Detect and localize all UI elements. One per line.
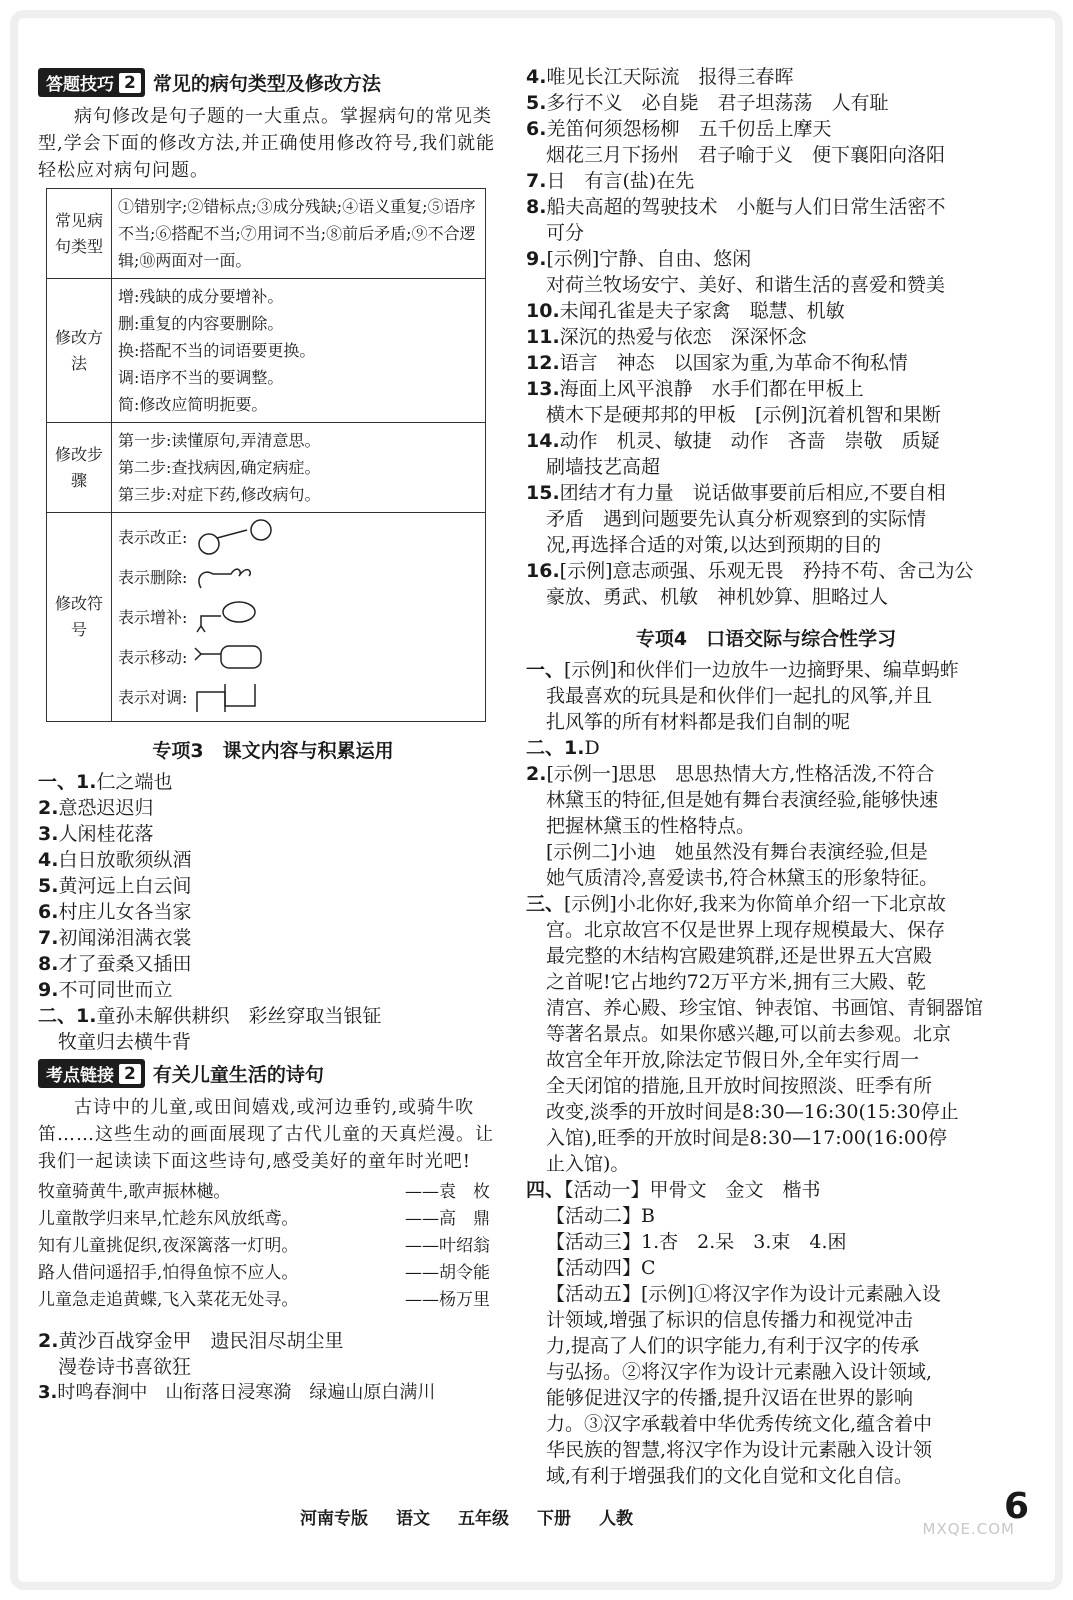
poem-line xyxy=(38,1233,508,1260)
answer-text: 之首呢!它占地约72万平方米,拥有三大殿、乾 xyxy=(546,971,926,993)
answer-text: [示例二]小迪 她虽然没有舞台表演经验,但是 xyxy=(546,841,928,863)
answer-row xyxy=(526,558,1006,584)
link-paragraph: 古诗中的儿童,或田间嬉戏,或河边垂钓,或骑牛吹笛……这些生动的画面展现了古代儿童的天真烂漫。让我们一起读读下面这些诗句,感受美好的童年时光吧! xyxy=(38,1097,494,1172)
answer-number: 6. xyxy=(38,901,59,923)
answer-row xyxy=(38,925,508,951)
answer-number: 三、 xyxy=(526,893,565,915)
answer-row xyxy=(38,795,508,821)
answer-text: 船夫高超的驾驶技术 小艇与人们日常生活密不 xyxy=(546,196,946,218)
answer-number: 四、 xyxy=(526,1179,565,1201)
answer-continuation xyxy=(526,1385,1006,1411)
answer-row xyxy=(38,899,508,925)
answer-continuation xyxy=(526,220,1006,246)
sick-sentence-table xyxy=(46,188,486,722)
answer-continuation xyxy=(526,1255,1006,1281)
answer-text: 横木下是硬邦邦的甲板 [示例]沉着机智和果断 xyxy=(546,404,941,426)
answer-row xyxy=(526,891,1006,917)
answer-continuation xyxy=(526,709,1006,735)
answer-row xyxy=(38,873,508,899)
answer-continuation xyxy=(526,1047,1006,1073)
types-label: 常见病句类型 xyxy=(47,189,112,279)
answer-text: 日 有言(盐)在先 xyxy=(546,170,695,192)
answer-text: 初闻涕泪满衣裳 xyxy=(58,927,192,949)
poem-author: ——叶绍翁 xyxy=(405,1236,490,1256)
poem-text: 知有儿童挑促织,夜深篱落一灯明。 xyxy=(38,1236,299,1256)
answer-continuation xyxy=(526,1463,1006,1489)
section-4-title: 专项4 口语交际与综合性学习 xyxy=(635,628,897,650)
answer-text: D xyxy=(584,737,600,759)
answer-number: 14. xyxy=(526,430,560,452)
answer-continuation xyxy=(526,1229,1006,1255)
answer-text: 【活动一】甲骨文 金文 楷书 xyxy=(564,1179,821,1201)
answer-text: 林黛玉的特征,但是她有舞台表演经验,能够快速 xyxy=(546,789,939,811)
answer-continuation xyxy=(526,1203,1006,1229)
answer-number: 一、 xyxy=(526,659,565,681)
answer-continuation xyxy=(526,839,1006,865)
symbol-row xyxy=(118,517,479,557)
answer-text: 可分 xyxy=(546,222,585,244)
answer-continuation xyxy=(526,943,1006,969)
answer-text: 矛盾 遇到问题要先认真分析观察到的实际情 xyxy=(546,508,927,530)
answer-number: 11. xyxy=(526,326,560,348)
tip-header xyxy=(38,68,508,97)
answer-text: 烟花三月下扬州 君子喻于义 便下襄阳向洛阳 xyxy=(546,144,946,166)
answer-continuation xyxy=(526,995,1006,1021)
footer xyxy=(300,1504,820,1529)
answer-number: 5. xyxy=(38,875,59,897)
answer-text: [示例一]思思 思思热情大方,性格活泼,不符合 xyxy=(546,763,935,785)
tip-tag-number: 2 xyxy=(119,73,141,93)
tip-tag-label: 答题技巧 xyxy=(46,75,114,95)
answer-number: 16. xyxy=(526,560,560,582)
answer-number: 3. xyxy=(38,1382,58,1403)
answer-number: 15. xyxy=(526,482,560,504)
answer-text: 力。③汉字承载着中华优秀传统文化,蕴含着中 xyxy=(546,1413,933,1435)
answer-text: 童孙未解供耕织 彩丝穿取当银钲 xyxy=(96,1005,382,1027)
methods-label: 修改方法 xyxy=(47,279,112,423)
answer-text: [示例]宁静、自由、悠闲 xyxy=(546,248,752,270)
answer-text: 计领域,增强了标识的信息传播力和视觉冲击 xyxy=(546,1309,914,1331)
poem-line xyxy=(38,1179,508,1206)
answer-number: 6. xyxy=(526,118,547,140)
poem-author: ——袁 枚 xyxy=(405,1182,490,1202)
answer-continuation xyxy=(526,1125,1006,1151)
answer-continuation xyxy=(526,142,1006,168)
right-column xyxy=(526,64,1006,1489)
answer-text: 最完整的木结构宫殿建筑群,还是世界五大宫殿 xyxy=(546,945,933,967)
steps-list xyxy=(112,423,486,513)
left-column xyxy=(38,64,508,1406)
answer-row xyxy=(526,657,1006,683)
answer-number: 3. xyxy=(38,823,59,845)
answer-number: 9. xyxy=(38,979,59,1001)
poem-author: ——高 鼎 xyxy=(405,1209,490,1229)
answer-row xyxy=(38,821,508,847)
poem-text: 路人借问遥招手,怕得鱼惊不应人。 xyxy=(38,1263,299,1283)
answer-continuation xyxy=(526,1437,1006,1463)
answer-continuation xyxy=(526,532,1006,558)
answer-text: 海面上风平浪静 水手们都在甲板上 xyxy=(559,378,864,400)
tip-tag xyxy=(38,68,145,97)
answer-text: 华民族的智慧,将汉字作为设计元素融入设计领 xyxy=(546,1439,933,1461)
answer-continuation xyxy=(526,683,1006,709)
answer-continuation xyxy=(526,1073,1006,1099)
answer-text: 豪放、勇武、机敏 神机妙算、胆略过人 xyxy=(546,586,889,608)
poem-line xyxy=(38,1206,508,1233)
answer-number: 4. xyxy=(526,66,547,88)
answer-text: 等著名景点。如果你感兴趣,可以前去参观。北京 xyxy=(546,1023,952,1045)
symbol-row xyxy=(118,597,479,637)
link-tag-label: 考点链接 xyxy=(46,1066,114,1086)
symbol-row xyxy=(118,557,479,597)
tip-paragraph: 病句修改是句子题的一大重点。掌握病句的常见类型,学会下面的修改方法,并正确使用修改符号,我们就能轻松应对病句问题。 xyxy=(38,106,496,181)
answer-text: 仁之端也 xyxy=(96,771,173,793)
move-mark-icon xyxy=(191,638,281,676)
answer-text: 况,再选择合适的对策,以达到预期的目的 xyxy=(546,534,882,556)
poem-text: 儿童散学归来早,忙趁东风放纸鸢。 xyxy=(38,1209,299,1229)
method-item: 换:搭配不当的词语要更换。 xyxy=(118,341,316,360)
answer-text: 未闻孔雀是夫子家禽 聪慧、机敏 xyxy=(559,300,845,322)
methods-list xyxy=(112,279,486,423)
answer-row xyxy=(38,951,508,977)
answer-text: 故宫全年开放,除法定节假日外,全年实行周一 xyxy=(546,1049,920,1071)
answer-number: 9. xyxy=(526,248,547,270)
answer-continuation xyxy=(526,1359,1006,1385)
delete-mark-icon xyxy=(191,558,281,596)
answer-continuation xyxy=(526,865,1006,891)
right-answer-list xyxy=(526,64,1006,610)
answer-text: 把握林黛玉的性格特点。 xyxy=(546,815,756,837)
symbols-label: 修改符号 xyxy=(47,513,112,722)
symbol-label: 表示移动: xyxy=(118,647,188,667)
answer-text: 不可同世而立 xyxy=(58,979,173,1001)
answer-row xyxy=(38,1328,508,1354)
answer-row xyxy=(526,1177,1006,1203)
answer-text: 扎风筝的所有材料都是我们自制的呢 xyxy=(546,711,851,733)
answer-text: 清宫、养心殿、珍宝馆、钟表馆、书画馆、青铜器馆 xyxy=(546,997,984,1019)
answer-row xyxy=(526,735,1006,761)
answer-text: 时鸣春涧中 山衔落日浸寒漪 绿遍山原白满川 xyxy=(57,1382,436,1403)
answer-text: 才了蚕桑又插田 xyxy=(58,953,192,975)
symbols-list xyxy=(112,513,486,722)
answer-row xyxy=(526,90,1006,116)
answer-text: 黄河远上白云间 xyxy=(58,875,192,897)
answer-row xyxy=(526,428,1006,454)
method-item: 调:语序不当的要调整。 xyxy=(118,368,284,387)
answer-continuation xyxy=(526,1281,1006,1307)
answer-text: 动作 机灵、敏捷 动作 吝啬 崇敬 质疑 xyxy=(559,430,940,452)
answer-text: 域,有利于增强我们的文化自觉和文化自信。 xyxy=(546,1465,914,1487)
answer-text: 改变,淡季的开放时间是8:30—16:30(15:30停止 xyxy=(546,1101,959,1123)
poem-line xyxy=(38,1287,508,1314)
answer-row xyxy=(38,977,508,1003)
answer-continuation xyxy=(526,506,1006,532)
link-title: 有关儿童生活的诗句 xyxy=(152,1064,324,1086)
symbol-label: 表示对调: xyxy=(118,687,188,707)
answer-text: 羌笛何须怨杨柳 五千仞岳上摩天 xyxy=(546,118,832,140)
answer-text: 入馆),旺季的开放时间是8:30—17:00(16:00停 xyxy=(546,1127,948,1149)
step-item: 第一步:读懂原句,弄清意思。 xyxy=(118,431,321,450)
method-item: 增:残缺的成分要增补。 xyxy=(118,287,284,306)
answer-continuation xyxy=(526,1411,1006,1437)
section-4-list xyxy=(526,657,1006,1489)
answer-text: [示例]小北你好,我来为你简单介绍一下北京故 xyxy=(564,893,946,915)
answer-text: 她气质清冷,喜爱读书,符合林黛玉的形象特征。 xyxy=(546,867,939,889)
answer-row xyxy=(526,64,1006,90)
answer-row xyxy=(526,761,1006,787)
answer-text: 【活动四】C xyxy=(546,1257,656,1279)
footer-subject: 语文 xyxy=(396,1509,430,1529)
answer-text: 对荷兰牧场安宁、美好、和谐生活的喜爱和赞美 xyxy=(546,274,946,296)
answer-text: 【活动五】[示例]①将汉字作为设计元素融入设 xyxy=(546,1283,941,1305)
answer-number: 2. xyxy=(38,1330,59,1352)
link-header xyxy=(38,1059,508,1088)
answer-text: 唯见长江天际流 报得三春晖 xyxy=(546,66,794,88)
symbol-label: 表示删除: xyxy=(118,567,188,587)
answer-row xyxy=(526,376,1006,402)
answer-text: 人闲桂花落 xyxy=(58,823,154,845)
poem-line xyxy=(38,1260,508,1287)
answer-row xyxy=(38,1380,508,1406)
answer-continuation xyxy=(526,402,1006,428)
answer-continuation: 漫卷诗书喜欲狂 xyxy=(58,1356,192,1378)
answer-continuation xyxy=(526,1151,1006,1177)
answer-number: 10. xyxy=(526,300,560,322)
answer-text: 黄沙百战穿金甲 遗民泪尽胡尘里 xyxy=(58,1330,344,1352)
answer-number: 7. xyxy=(38,927,59,949)
answer-number: 2. xyxy=(38,797,59,819)
answer-text: 多行不义 必自毙 君子坦荡荡 人有耻 xyxy=(546,92,889,114)
answer-number: 4. xyxy=(38,849,59,871)
answer-number: 12. xyxy=(526,352,560,374)
symbol-row xyxy=(118,637,479,677)
footer-edition: 河南专版 xyxy=(300,1509,368,1529)
answer-text: 全天闭馆的措施,且开放时间按照淡、旺季有所 xyxy=(546,1075,933,1097)
section-3-title: 专项3 课文内容与积累运用 xyxy=(152,740,394,762)
answer-row xyxy=(526,324,1006,350)
answer-number: 8. xyxy=(38,953,59,975)
answer-continuation xyxy=(526,1333,1006,1359)
insert-mark-icon xyxy=(191,598,281,636)
answer-row xyxy=(526,480,1006,506)
answer-continuation xyxy=(526,1021,1006,1047)
answer-text: 语言 神态 以国家为重,为革命不徇私情 xyxy=(559,352,908,374)
answer-number: 一、1. xyxy=(38,771,97,793)
answer-continuation xyxy=(526,787,1006,813)
answer-row xyxy=(38,1003,508,1029)
answer-continuation xyxy=(526,813,1006,839)
answer-continuation xyxy=(526,917,1006,943)
answer-row xyxy=(526,116,1006,142)
symbol-label: 表示增补: xyxy=(118,607,188,627)
link-tag xyxy=(38,1059,145,1088)
answer-text: 力,提高了人们的识字能力,有利于汉字的传承 xyxy=(546,1335,920,1357)
footer-grade: 五年级 xyxy=(458,1509,509,1529)
poem-author: ——胡令能 xyxy=(405,1263,490,1283)
correct-mark-icon xyxy=(191,518,281,556)
answer-text: [示例]和伙伴们一边放牛一边摘野果、编草蚂蚱 xyxy=(564,659,959,681)
answer-text: 【活动三】1.杏 2.呆 3.束 4.困 xyxy=(546,1231,847,1253)
answer-text: 刷墙技艺高超 xyxy=(546,456,661,478)
poem-text: 牧童骑黄牛,歌声振林樾。 xyxy=(38,1182,231,1202)
answer-text: 意恐迟迟归 xyxy=(58,797,154,819)
answer-continuation xyxy=(526,454,1006,480)
footer-publisher: 人教 xyxy=(599,1509,633,1529)
answer-text: [示例]意志顽强、乐观无畏 矜持不苟、舍己为公 xyxy=(559,560,974,582)
answer-text: 【活动二】B xyxy=(546,1205,655,1227)
answer-text: 村庄儿女各当家 xyxy=(58,901,192,923)
answer-number: 13. xyxy=(526,378,560,400)
step-item: 第三步:对症下药,修改病句。 xyxy=(118,485,321,504)
answer-text: 团结才有力量 说话做事要前后相应,不要自相 xyxy=(559,482,946,504)
answer-text: 与弘扬。②将汉字作为设计元素融入设计领域, xyxy=(546,1361,933,1383)
answer-text: 白日放歌须纵酒 xyxy=(58,849,192,871)
link-tag-number: 2 xyxy=(119,1064,141,1084)
answer-number: 7. xyxy=(526,170,547,192)
answer-row xyxy=(526,298,1006,324)
answer-row xyxy=(526,350,1006,376)
method-item: 删:重复的内容要删除。 xyxy=(118,314,284,333)
watermark: MXQE.COM xyxy=(922,1520,1015,1538)
answer-row xyxy=(526,168,1006,194)
answer-continuation: 牧童归去横牛背 xyxy=(58,1031,192,1053)
swap-mark-icon xyxy=(191,678,281,716)
step-item: 第二步:查找病因,确定病症。 xyxy=(118,458,321,477)
answer-row xyxy=(38,769,508,795)
symbol-label: 表示改正: xyxy=(118,527,188,547)
page-number: 6 xyxy=(1003,1486,1029,1527)
symbol-row xyxy=(118,677,479,717)
answer-text: 止入馆)。 xyxy=(546,1153,630,1175)
method-item: 简:修改应简明扼要。 xyxy=(118,395,268,414)
answer-continuation xyxy=(526,584,1006,610)
answer-row xyxy=(526,246,1006,272)
answer-number: 二、1. xyxy=(38,1005,97,1027)
answer-continuation xyxy=(526,1307,1006,1333)
answer-text: 宫。北京故宫不仅是世界上现存规模最大、保存 xyxy=(546,919,946,941)
answer-text: 深沉的热爱与依恋 深深怀念 xyxy=(559,326,807,348)
answer-continuation xyxy=(526,969,1006,995)
answer-number: 8. xyxy=(526,196,547,218)
answer-number: 2. xyxy=(526,763,547,785)
answer-number: 二、1. xyxy=(526,737,585,759)
footer-volume: 下册 xyxy=(537,1509,571,1529)
types-text: ①错别字;②错标点;③成分残缺;④语义重复;⑤语序不当;⑥搭配不当;⑦用词不当;⑧前后矛盾;⑨不合逻辑;⑩两面对一面。 xyxy=(112,189,486,279)
answer-continuation xyxy=(526,272,1006,298)
steps-label: 修改步骤 xyxy=(47,423,112,513)
poem-text: 儿童急走追黄蝶,飞入菜花无处寻。 xyxy=(38,1290,299,1310)
answer-number: 5. xyxy=(526,92,547,114)
answer-text: 我最喜欢的玩具是和伙伴们一起扎的风筝,并且 xyxy=(546,685,933,707)
poem-author: ——杨万里 xyxy=(405,1290,490,1310)
tip-title: 常见的病句类型及修改方法 xyxy=(152,73,381,95)
answer-continuation xyxy=(526,1099,1006,1125)
answer-row xyxy=(526,194,1006,220)
answer-row xyxy=(38,847,508,873)
answer-text: 能够促进汉字的传播,提升汉语在世界的影响 xyxy=(546,1387,914,1409)
